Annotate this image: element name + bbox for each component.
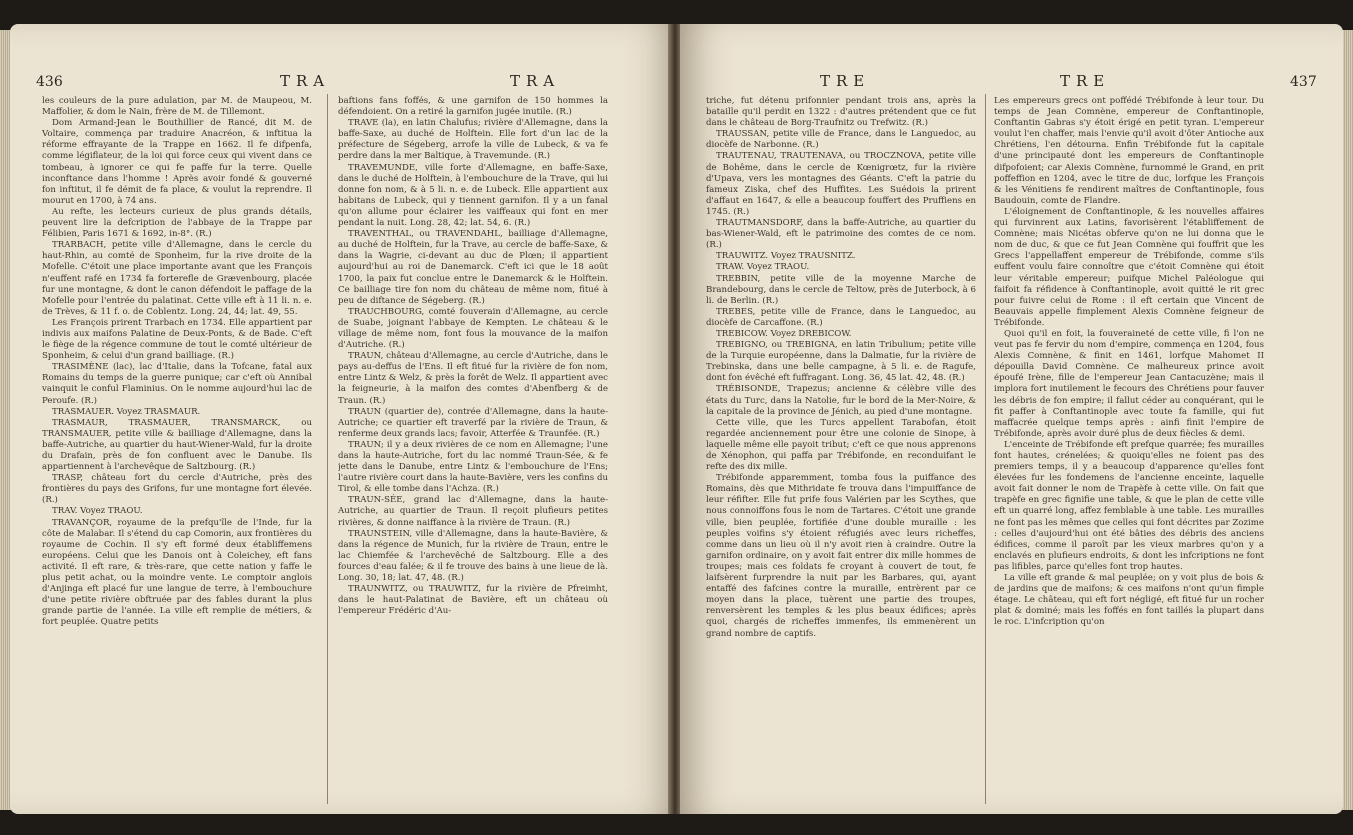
paragraph: TRAVANÇOR, royaume de la prefqu'île de l'Inde, fur la côte de Malabar. Il s'étend du cap Comorin, aux frontières du royaume de Cochin. Il s'y eft formé deux établiffemens européens. Celui que les Danois ont à Coleichey, eft fans activité. Il eft rare, & très-rare, que cette nation y faffe le plus petit achat, ou la moindre vente. Le comptoir anglois d'Anjinga eft placé fur une langue de terre, à l'embouchure d'une petite rivière obftruée par des fables durant la plus grande partie de l'année. La ville eft remplie de métiers, & fort peuplée. Quatre petits <box>42 517 312 628</box>
paragraph: Les François prirent Trarbach en 1734. Elle appartient par indivis aux maifons Palatine de Deux-Ponts, & de Bade. C'eft le fiège de la régence commune de tout le comté ultérieur de Sponheim, & celui d'un grand bailliage. (R.) <box>42 317 312 362</box>
left-column-1 <box>42 96 312 814</box>
paragraph: TREBES, petite ville de France, dans le Languedoc, au diocèfe de Carcaffone. (R.) <box>706 306 976 328</box>
right-running-head-1: TRE <box>820 72 871 90</box>
paragraph: TRAUNWITZ, ou TRAUWITZ, fur la rivière de Pfreimht, dans le haut-Palatinat de Bavière, eft un château où l'empereur Frédéric d'Au- <box>338 584 608 617</box>
paragraph: Cette ville, que les Turcs appellent Tarabofan, étoit regardée anciennement pour être une colonie de Sinope, à laquelle même elle payoit tribut; c'eft ce que nous apprenons de Xénophon, qui paffa par Trébifonde, en reconduifant le refte des dix mille. <box>706 417 976 473</box>
paragraph: triche, fut détenu prifonnier pendant trois ans, après la bataille qu'il perdit en 1322 : d'autres prétendent que ce fut dans le château de Borg-Traufnitz ou Trefwitz. (R.) <box>706 96 976 129</box>
paragraph: TRARBACH, petite ville d'Allemagne, dans le cercle du haut-Rhin, au comté de Sponheim, fur la rive droite de la Mofelle. C'étoit une place importante avant que les François n'euffent rafé en 1734 fa forterefle de Grævenbourg, placée fur une montagne, & dont le canon défendoit le paffage de la Mofelle pour l'entrée du palatinat. Cette ville eft à 11 li. n. e. de Trèves, & 11 f. o. de Coblentz. Long. 24, 44; lat. 49, 55. <box>42 240 312 317</box>
column-divider <box>327 94 328 804</box>
paragraph: La ville eft grande & mal peuplée; on y voit plus de bois & de jardins que de maifons; & ces maifons n'ont qu'un fimple étage. Le château, qui eft fort négligé, eft fitué fur un rocher plat & dominé; mais les foffés en font taillés la plupart dans le roc. L'infcription qu'on <box>994 573 1264 628</box>
paragraph: L'enceinte de Trébifonde eft prefque quarrée; fes murailles font hautes, crénelées; & quoiqu'elles ne foient pas des premiers temps, il y a beaucoup d'apparence qu'elles font élevées fur les fondemens de l'ancienne enceinte, laquelle avoit fait donner le nom de Trapèfe à cette ville. On fait que trapèfe en grec fignifie une table, & que le plan de cette ville eft un quarré long, affez femblable à une table. Les murailles ne font pas les mêmes que celles qui font décrites par Zozime : celles d'aujourd'hui ont été bâties des débris des anciens édifices, comme il paroît par les vieux marbres qu'on y a enclavés en plufieurs endroits, & dont les infcriptions ne font pas lifibles, parce qu'elles font trop hautes. <box>994 439 1264 572</box>
paragraph: les couleurs de la pure adulation, par M. de Maupeou, M. Maffolier, & dom le Nain, frère de M. de Tillemont. <box>42 96 312 118</box>
paragraph: TRASIMÈNE (lac), lac d'Italie, dans la Tofcane, fatal aux Romains du temps de la guerre punique; car c'eft où Annibal vainquit le conful Flaminius. On le nomme aujourd'hui lac de Peroufe. (R.) <box>42 362 312 406</box>
paragraph: TRAVE (la), en latin Chalufus; rivière d'Allemagne, dans la baffe-Saxe, au duché de Holftein. Elle fort d'un lac de la préfecture de Ségeberg, arrofe la ville de Lubeck, & va fe perdre dans la mer Baltique, à Travemunde. (R.) <box>338 118 608 162</box>
right-running-head-2: TRE <box>1060 72 1111 90</box>
paragraph: TRAUN-SÉE, grand lac d'Allemagne, dans la haute-Autriche, au quartier de Traun. Il reçoit plufieurs petites rivières, & donne naiffance à la rivière de Traun. (R.) <box>338 495 608 528</box>
column-divider <box>985 94 986 804</box>
paragraph: TRAUTMANSDORF, dans la baffe-Autriche, au quartier du bas-Wiener-Wald, eft le patrimoine des comtes de ce nom. (R.) <box>706 218 976 251</box>
left-page <box>10 24 678 814</box>
paragraph: TRAW. Voyez TRAOU. <box>716 262 810 273</box>
paragraph: TRASP, château fort du cercle d'Autriche, près des frontières du pays des Grifons, fur une montagne fort élevée. (R.) <box>42 473 312 506</box>
paragraph: TRAUTENAU, TRAUTENAVA, ou TROCZNOVA, petite ville de Bohême, dans le cercle de Kœnigrœtz, fur la rivière d'Upava, vers les montagnes des Géants. C'eft la patrie du fameux Ziska, chef des Huffites. Les Suédois la prirent d'affaut en 1647, & elle a beaucoup fouffert des Pruffiens en 1745. (R.) <box>706 151 976 217</box>
right-page <box>680 24 1343 814</box>
paragraph: TREBICOW. Voyez DREBICOW. <box>716 328 852 339</box>
paragraph: TRAUSSAN, petite ville de France, dans le Languedoc, au diocèfe de Narbonne. (R.) <box>706 129 976 151</box>
paragraph: TRASMAUER. Voyez TRASMAUR. <box>52 406 201 417</box>
paragraph: TRAVEMUNDE, ville forte d'Allemagne, en baffe-Saxe, dans le duché de Holftein, à l'embouchure de la Trave, qui lui donne fon nom, & à 5 li. n. e. de Lubeck. Elle appartient aux habitans de Lubeck, qui y tiennent garnifon. Il y a un fanal qu'on allume pour éclairer les vaiffeaux qui font en mer pendant la nuit. Long. 28, 42; lat. 54, 6. (R.) <box>338 162 608 229</box>
paragraph: L'éloignement de Conftantinople, & les nouvelles affaires qui furvinrent aux Latins, favorisèrent l'établiffement de Comnène; mais Nicétas obferve qu'on ne lui donna que le nom de duc, & que ce fut Jean Comnène qui fouffrit que les Grecs l'appellaffent empereur de Trébifonde, comme s'ils euffent voulu faire connoître que c'étoit Comnène qui étoit leur véritable empereur; puifque Michel Paléologue qui faifoit fa réfidence à Conftantinople, avoit quitté le rit grec pour fuivre celui de Rome : il eft certain que Vincent de Beauvais appelle fimplement Alexis Comnène feigneur de Trébifonde. <box>994 206 1264 328</box>
paragraph: TRAV. Voyez TRAOU. <box>52 506 143 517</box>
paragraph: TRASMAUR, TRASMAUER, TRANSMARCK, ou TRANSMAUER, petite ville & bailliage d'Allemagne, dans la baffe-Autriche, au quartier du haut-Wiener-Wald, fur la droite du Drafain, près de fon confluent avec le Danube. Ils appartiennent à l'archevêque de Saltzbourg. (R.) <box>42 417 312 473</box>
paragraph: TRAUN; il y a deux rivières de ce nom en Allemagne; l'une dans la haute-Autriche, fort du lac nommé Traun-Sée, & fe jette dans le Danube, entre Lintz & l'embouchure de l'Ens; l'autre rivière court dans la haute-Bavière, vers les confins du Tirol, & elle tombe dans l'Achza. (R.) <box>338 439 608 495</box>
paragraph: Les empereurs grecs ont poffédé Trébifonde à leur tour. Du temps de Jean Comnène, empereur de Conftantinople, Conftantin Gabras s'y étoit érigé en petit tyran. L'empereur voulut l'en chaffer, mais l'envie qu'il avoit d'ôter Antioche aux Chrétiens, l'en détourna. Enfin Trébifonde fut la capitale d'une principauté dont les empereurs de Conftantinople difpofoient; car Alexis Comnène, furnommé le Grand, en prit poffeffion en 1204, avec le titre de duc, lorfque les François & les Vénitiens fe rendirent maîtres de Conftantinople, fous Baudouin, comte de Flandre. <box>994 96 1264 206</box>
left-page-number: 436 <box>36 74 63 90</box>
paragraph: Quoi qu'il en foit, la fouveraineté de cette ville, fi l'on ne veut pas fe fervir du nom d'empire, commença en 1204, fous Alexis Comnène, & finit en 1461, lorfque Mahomet II dépouilla David Comnène. Ce malheureux prince avoit époufé Irène, fille de l'empereur Jean Cantacuzène; mais il implora fort inutilement le fecours des Chrétiens pour fauver les débris de fon empire; il fallut céder au conquérant, qui le fit paffer à Conftantinople avec toute fa famille, qui fut maffacrée quelque temps après : ainfi finit l'empire de Trébifonde, après avoir duré plus de deux fiècles & demi. <box>994 328 1264 439</box>
right-column-2 <box>994 96 1264 814</box>
left-running-head-2: TRA <box>510 72 561 90</box>
paragraph: TRAUN, château d'Allemagne, au cercle d'Autriche, dans le pays au-deffus de l'Ens. Il eft fitué fur la rivière de fon nom, entre Lintz & Welz, & près la forêt de Welz. Il appartient avec la feigneurie, à la maifon des comtes d'Abenfberg & de Traun. (R.) <box>338 351 608 406</box>
paragraph: TREBBIN, petite ville de la moyenne Marche de Brandebourg, dans le cercle de Teltow, près de Juterbock, à 6 li. de Berlin. (R.) <box>706 273 976 306</box>
paragraph: TREBIGNO, ou TREBIGNA, en latin Tribulium; petite ville de la Turquie européenne, dans la Dalmatie, fur la rivière de Trebinska, dans une belle campagne, à 5 li. e. de Ragufe, dont fon évêché eft fuffragant. Long. 36, 45 lat. 42, 48. (R.) <box>706 340 976 384</box>
paragraph: Trébifonde apparemment, tomba fous la puiffance des Romains, dès que Mithridate fe trouva dans l'impuiffance de leur réfifter. Elle fut prife fous Valérien par les Scythes, que nous connoiffons fous le nom de Tartares. C'étoit une grande ville, bien peuplée, fortifiée d'une double muraille : les peuples voifins s'y étoient réfugiés avec leurs richeffes, comme dans un lieu où il n'y avoit rien à craindre. Outre la garnifon ordinaire, on y avoit fait entrer dix mille hommes de troupes; mais ces foldats fe croyant à couvert de tout, fe laifsèrent furprendre la nuit par les Barbares, qui, ayant entaffé des fafcines contre la muraille, entrèrent par ce moyen dans la place, tuèrent une partie des troupes, renversèrent les temples & les plus beaux édifices; après quoi, chargés de richeffes immenfes, ils emmenèrent un grand nombre de captifs. <box>706 473 976 639</box>
left-running-head-1: TRA <box>280 72 331 90</box>
paragraph: TRAUNSTEIN, ville d'Allemagne, dans la haute-Bavière, & dans la régence de Munich, fur la rivière de Traun, entre le lac Chiemfée & l'archevêché de Saltzbourg. Elle a des fources d'eau falée; & il fe trouve des bains à une lieue de là. Long. 30, 18; lat. 47, 48. (R.) <box>338 528 608 584</box>
paragraph: TRAUN (quartier de), contrée d'Allemagne, dans la haute-Autriche; ce quartier eft traverfé par la rivière de Traun, & renferme deux grands lacs; favoir, Atterfée & Traunfée. (R.) <box>338 406 608 439</box>
paragraph: TRAUCHBOURG, comté fouverain d'Allemagne, au cercle de Suabe, joignant l'abbaye de Kempten. Le château & le village de même nom, font fous la mouvance de la maifon d'Autriche. (R.) <box>338 306 608 351</box>
paragraph: TRÉBISONDE, Trapezus; ancienne & célèbre ville des états du Turc, dans la Natolie, fur le bord de la Mer-Noire, & la capitale de la province de Jénich, au pied d'une montagne. <box>706 384 976 417</box>
paragraph: baftions fans foffés, & une garnifon de 150 hommes la défendoient. On a retiré la garnifon jugée inutile. (R.) <box>338 96 608 118</box>
paragraph: Dom Armand-Jean le Bouthillier de Rancé, dit M. de Voltaire, commença par traduire Anacréon, & inftitua la réforme effrayante de la Trappe en 1662. Il fe difpenfa, comme légiflateur, de la loi qui force ceux qui vivent dans ce tombeau, à ignorer ce qui fe paffe fur la terre. Quelle inconftance dans l'homme ! Après avoir fondé & gouverné fon inftitut, il fe démit de fa place, & voulut la reprendre. Il mourut en 1700, à 74 ans. <box>42 118 312 206</box>
left-column-2 <box>338 96 608 814</box>
right-column-1 <box>706 96 976 814</box>
right-page-number: 437 <box>1290 74 1317 90</box>
paragraph: Au refte, les lecteurs curieux de plus grands détails, peuvent lire la defcription de l'abbaye de la Trappe par Félibien, Paris 1671 & 1692, in-8°. (R.) <box>42 206 312 240</box>
paragraph: TRAVENTHAL, ou TRAVENDAHL, bailliage d'Allemagne, au duché de Holftein, fur la Trave, au cercle de baffe-Saxe, & dans la Wagrie, ci-devant au duc de Plœn; il appartient aujourd'hui au roi de Danemarck. C'eft ici que le 18 août 1700, la paix fut conclue entre le Danemarck & le Holftein. Ce bailliage tire fon nom du château de même nom, fitué à peu de diftance de Ségeberg. (R.) <box>338 229 608 306</box>
paragraph: TRAUWITZ. Voyez TRAUSNITZ. <box>716 251 856 262</box>
